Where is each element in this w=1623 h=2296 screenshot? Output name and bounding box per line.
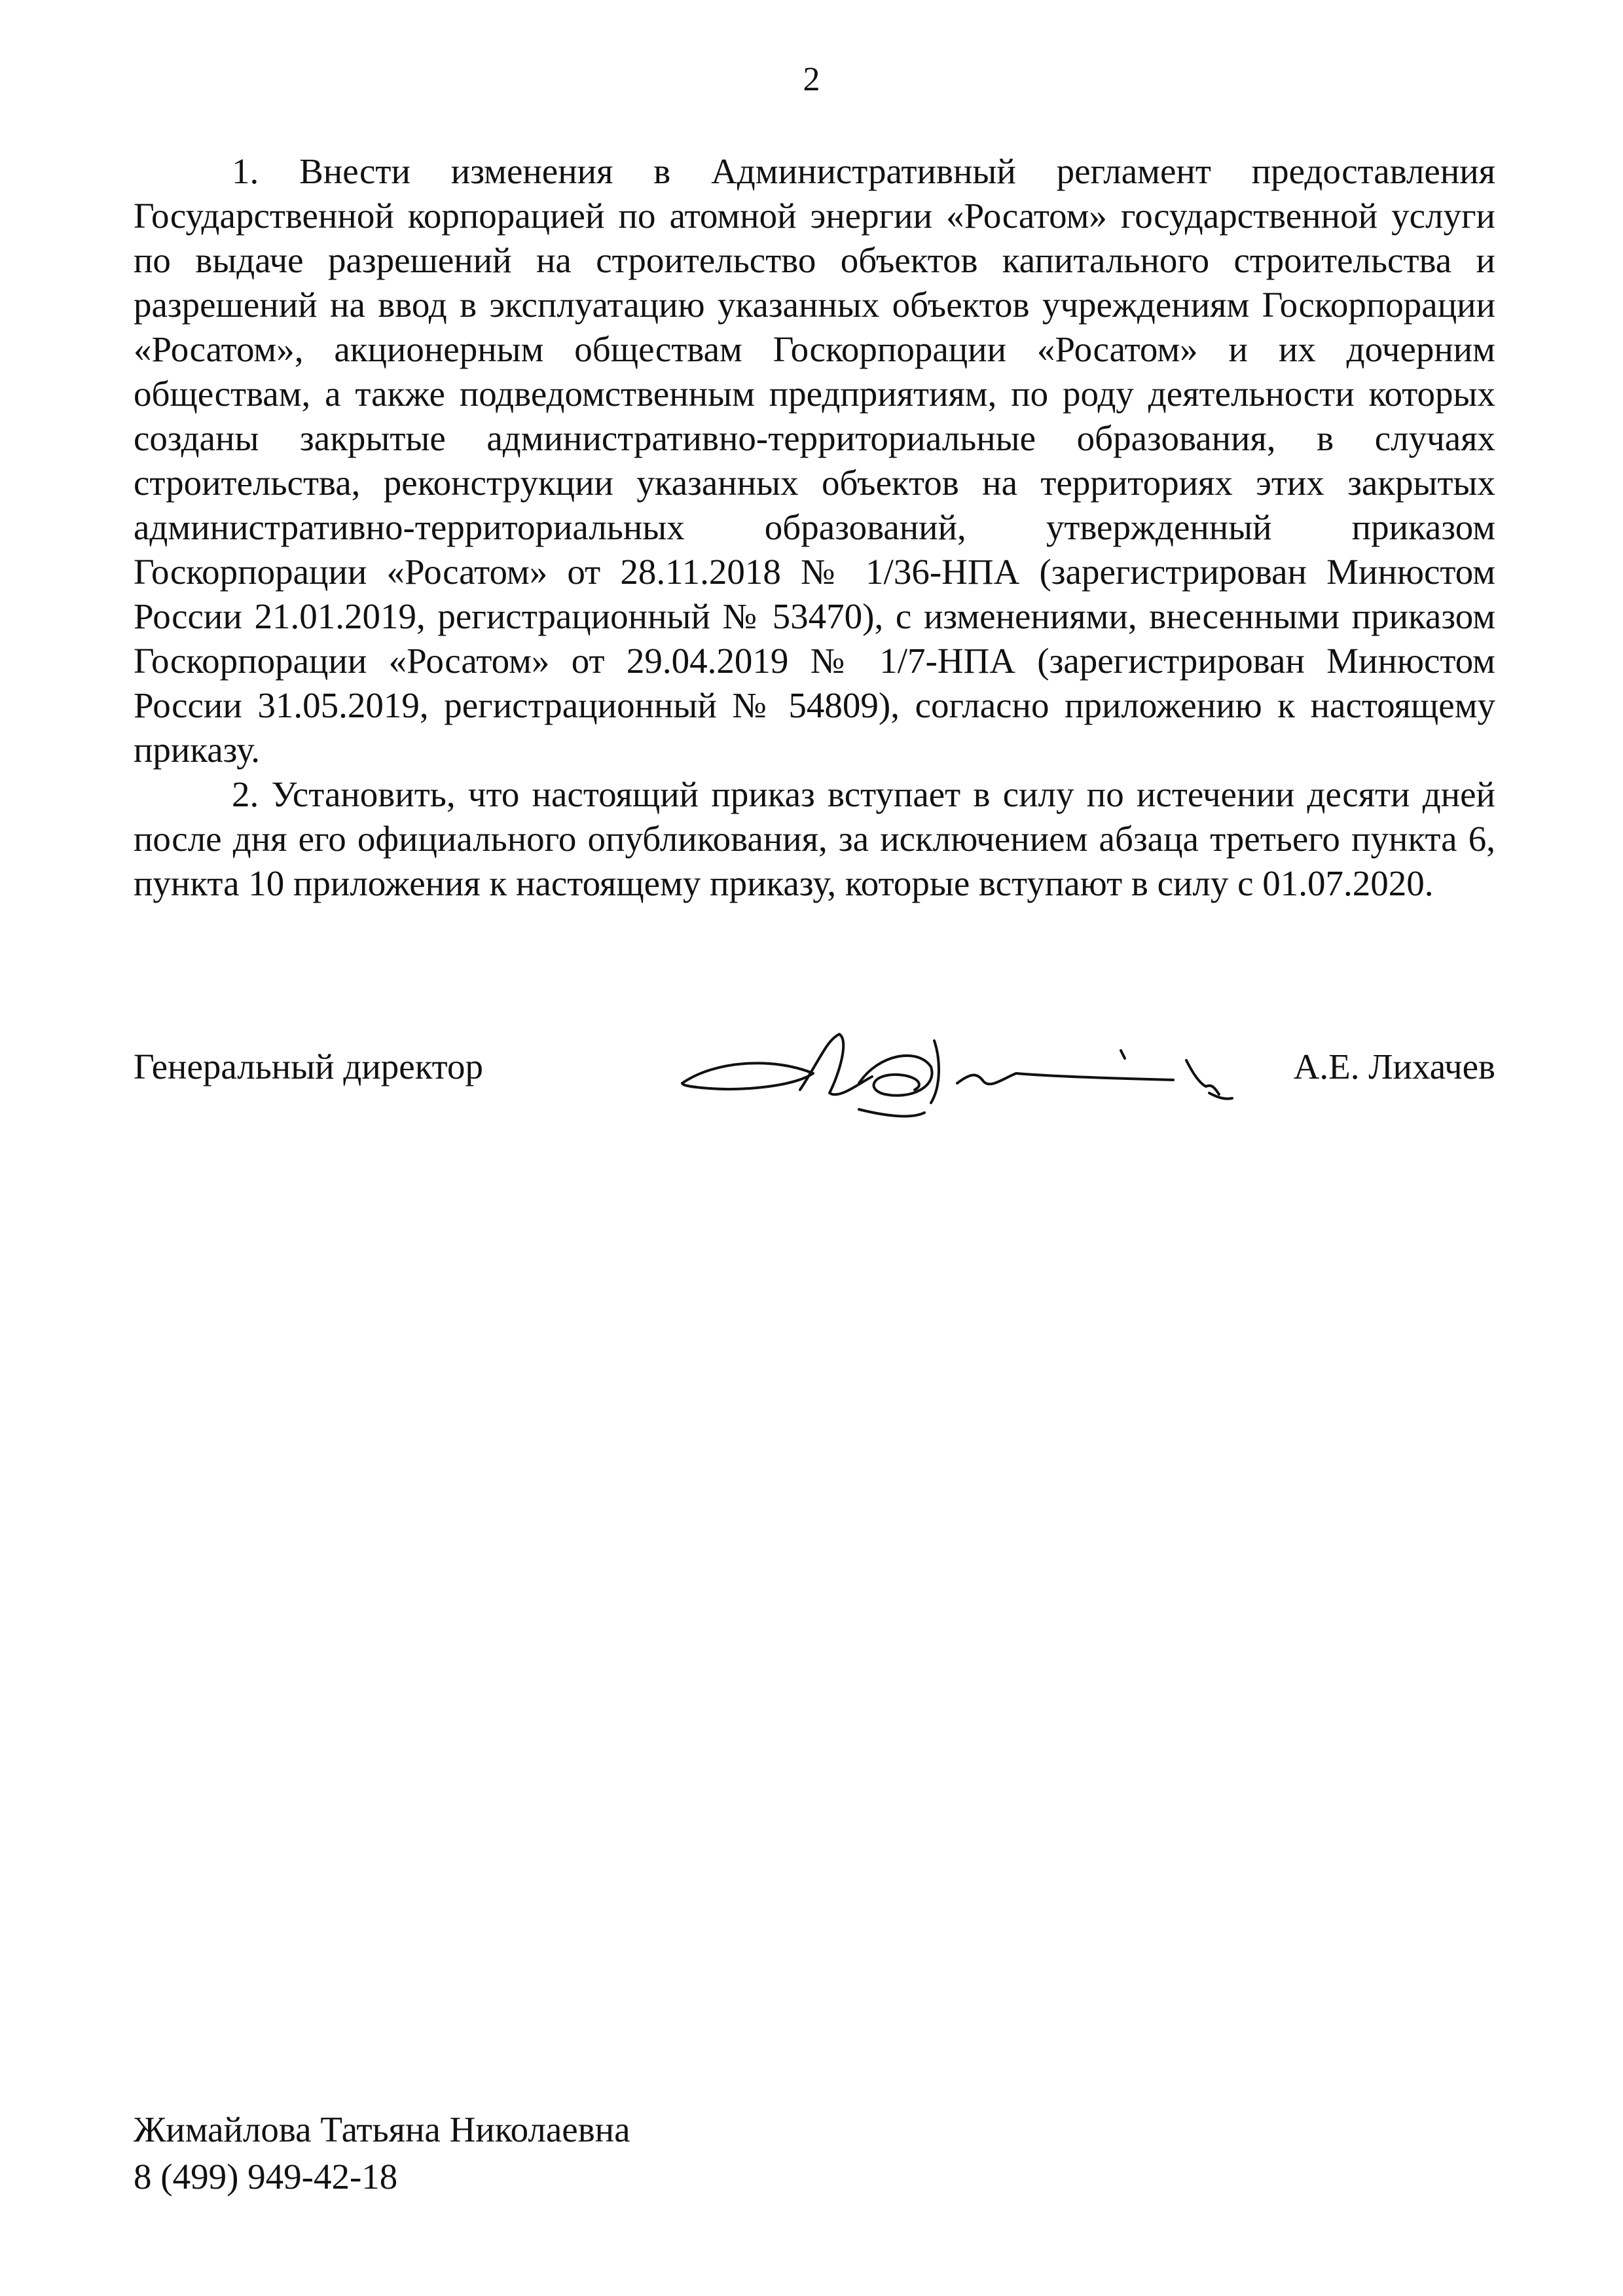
paragraph-1: 1. Внести изменения в Административный регламент предоставления Государственной корпорацией по атомной энергии «Росатом» государственной услуги по выдаче разрешений на строительство объектов капитального строительства и разрешений на ввод в эксплуатацию указанных объектов учреждениям Госкорпорации «Росатом», акционерным обществам Госкорпорации «Росатом» и их дочерним обществам, а также подведомственным предприятиям, по роду деятельности которых созданы закрытые административно-территориальные образования, в случаях строительства, реконструкции указанных объектов на территориях этих закрытых административно-территориальных образований, утвержденный приказом Госкорпорации «Росатом» от 28.11.2018 № 1/36-НПА (зарегистрирован Минюстом России 21.01.2019, регистрационный № 53470), с изменениями, внесенными приказом Госкорпорации «Росатом» от 29.04.2019 № 1/7-НПА (зарегистрирован Минюстом России 31.05.2019, регистрационный № 54809), согласно приложению к настоящему приказу. bbox=[134, 151, 1495, 770]
signer-title: Генеральный директор bbox=[134, 1047, 483, 1086]
page-number: 2 bbox=[803, 61, 820, 98]
handwritten-signature bbox=[663, 1021, 1239, 1126]
executor-contact bbox=[134, 2106, 630, 2200]
executor-name: Жимайлова Татьяна Николаевна bbox=[134, 2109, 630, 2149]
paragraph-2: 2. Установить, что настоящий приказ вступает в силу по истечении десяти дней после дня его официального опубликования, за исключением абзаца третьего пункта 6, пункта 10 приложения к настоящему приказу, которые вступают в силу с 01.07.2020. bbox=[134, 774, 1495, 903]
executor-phone: 8 (499) 949-42-18 bbox=[134, 2157, 398, 2197]
document-body bbox=[134, 149, 1495, 906]
signature-block bbox=[134, 1021, 1495, 1126]
signer-name: А.Е. Лихачев bbox=[1293, 1047, 1495, 1086]
